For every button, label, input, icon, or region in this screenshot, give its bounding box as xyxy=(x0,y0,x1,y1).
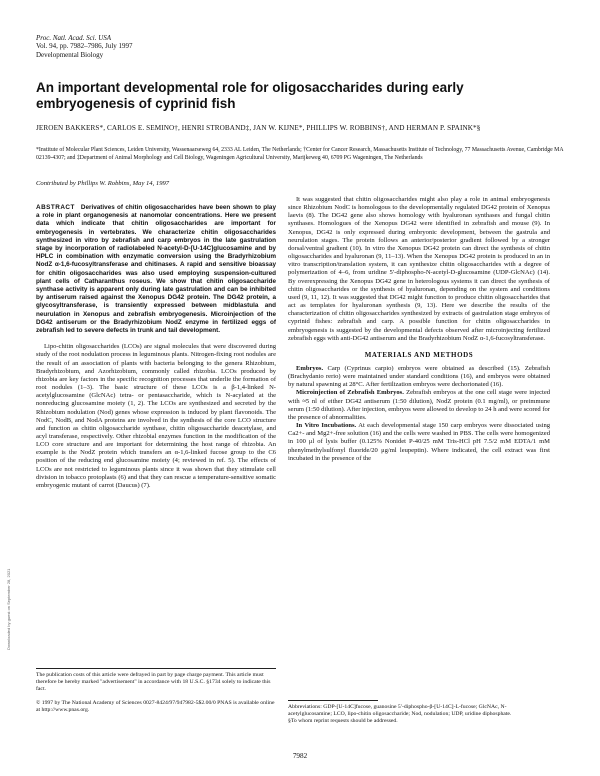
journal-section: Developmental Biology xyxy=(36,50,104,59)
footnote-divider xyxy=(36,668,276,669)
download-stamp: Downloaded by guest on September 28, 2021 xyxy=(6,568,11,650)
journal-volume: Vol. 94, pp. 7982–7986, July 1997 xyxy=(36,42,133,51)
microinjection-heading: Microinjection of Zebrafish Embryos. xyxy=(296,389,404,397)
correspondence-note: §To whom reprint requests should be addressed. xyxy=(288,718,398,725)
copyright-note: © 1997 by The National Academy of Sciences 0027-8424/97/947982-5$2.00/0 PNAS is available online at http://www.pnas.org. xyxy=(36,700,275,714)
embryos-heading: Embryos. xyxy=(296,364,324,372)
abstract xyxy=(36,204,276,335)
intro-continued: It was suggested that chitin oligosaccharides might also play a role in animal embryogenesis since Rhizobium NodC is homologous to the developmentally regulated DG42 protein of Xenopus laevis (8). The DG42 gene also shows homology with hyaluronan synthases and fungal chitin synthases. Homologues of the Xenopus DG42 were identified in zebrafish and mouse (9). In Xenopus, DG42 is only expressed during embryonic development, between the gastrula and neurulation stages. The protein follows an anterior/posterior gradient followed by a stronger dorsal/ventral gradient (10). In vitro the Xenopus DG42 protein can direct the synthesis of chitin oligosaccharides and hyaluronan (9, 11–13). When the Xenopus DG42 protein is produced in an in vitro transcription/translation system, it can synthesize chitin oligosaccharides with a degree of polymerization of 4–6, from uridine 5′-diphospho-N-acetyl-D-glucosamine (UDP-GlcNAc) (14). By overexpressing the Xenopus DG42 gene in heterologous systems it can direct the synthesis of chitin oligosaccharides or the synthesis of hyaluronan, depending on the system and conditions used (9, 11, 12). It was suggested that DG42 might function to produce chitin oligosaccharides that act as templates for hyaluronan synthesis (9, 13). Here we describe the results of the characterization of chitin oligosaccharides synthesized by extracts of gastrulation stage embryos of cyprinid fishes: zebrafish and carp. A possible function for chitin oligosaccharides in embryogenesis is suggested by the developmental defects observed after microinjecting fertilized zebrafish eggs with anti-DG42 antiserum and the Bradyrhizobium NodZ α-1,6-fucosyltransferase. xyxy=(288,196,550,342)
methods-embryos xyxy=(288,365,550,389)
abbreviations-text: Abbreviations: GDP-[U-14C]fucose, guanosine 5′-diphospho-β-[U-14C]-L-fucose; GlcNAc, N-acetylglucosamine; LCO, lipo-chitin oligosaccharide; Nod, nodulation; UDP, uridine diphosphate. xyxy=(288,704,512,718)
abstract-text: Derivatives of chitin oligosaccharides have been shown to play a role in plant organogenesis at nanomolar concentrations. Here we present data which indicate that chitin oligosaccharides are important for embryogenesis in vertebrates. We characterize chitin oligosaccharides synthesized in vitro by zebrafish and carp embryos in the late gastrulation stage by incorporation of radiolabeled N-acetyl-D-[U-14C]glucosamine and by HPLC in combination with enzymatic conversion using the Bradyrhizobium NodZ α-1,6-fucosyltransferase and chitinases. A rapid and sensitive bioassay for chitin oligosaccharides was also used employing suspension-cultured plant cells of Catharanthus roseus. We show that chitin oligosaccharide synthase activity is apparent only during late gastrulation and can be inhibited by antiserum raised against the Xenopus DG42 protein. The DG42 protein, a glycosyltransferase, is transiently expressed between midblastula and neurulation in Xenopus and zebrafish embryogenesis. Microinjection of the DG42 antiserum or the Bradyrhizobium NodZ enzyme in fertilized eggs of zebrafish led to severe defects in trunk and tail development. xyxy=(36,204,276,335)
left-column xyxy=(36,204,276,490)
affiliations: *Institute of Molecular Plant Sciences, Leiden University, Wassenaarseweg 64, 2333 AL Leiden, The Netherlands; †Center for Cancer Research, Massachusetts Institute of Technology, 77 Massachusetts Avenue, Cambridge MA 02139-4307; and ‡Department of Animal Morphology and Cell Biology, Wageningen Agricultural University, Marijkeweg 40, 6709 PG Wageningen, The Netherlands xyxy=(36,147,564,161)
in-vitro-text: At each developmental stage 150 carp embryos were dissociated using Ca2+- and Mg2+-free solution (16) and the cells were washed in PBS. The cells were homogenized in 100 μl of lysis buffer (0.125% Nonidet P-40/25 mM Tris-HCl pH 7.5/2 mM EDTA/1 mM phenylmethylsulfonyl fluoride/20 μg/ml leupeptin). Where indicated, the cell extract was first incubated in the presence of the xyxy=(288,422,550,462)
methods-heading: MATERIALS AND METHODS xyxy=(364,350,474,359)
author-list: JEROEN BAKKERS*, CARLOS E. SEMINO†, HENRI STROBAND‡, JAN W. KIJNE*, PHILLIPS W. ROBBINS†, AND HERMAN P. SPAINK*§ xyxy=(36,124,481,132)
abbreviation-divider xyxy=(288,700,378,701)
article-title: An important developmental role for oligosaccharides during early embryogenesis of cyprinid fish xyxy=(36,80,464,111)
intro-paragraph: Lipo-chitin oligosaccharides (LCOs) are signal molecules that were discovered during study of the root nodulation process in leguminous plants. Nitrogen-fixing root nodules are the result of an association of plants with bacteria belonging to the genera Rhizobium, Bradyrhizobium, and Azorhizobium, commonly called rhizobia. LCOs produced by rhizobia are key factors in the specific recognition processes that underlie the formation of root nodules (1–3). The basic structure of these LCOs is a β-1,4-linked N-acetylglucosamine (GlcNAc) tetra- or pentasaccharide, which is N-acylated at the nonreducing glucosamine moiety (1, 2). The LCOs are synthesized and secreted by the Rhizobium nodulation (Nod) genes whose expression is induced by plant flavonoids. The NodC, NodB, and NodA proteins are involved in the synthesis of the core LCO structure and function as chitin oligosaccharide synthase, chitin oligosaccharide deacetylase, and acyl transferase, respectively. Other rhizobial enzymes function in the modification of the LCO core structure and are important for determining the host range of rhizobia. An example is the NodZ protein which transfers an α-1,6-linked fucose group to the C6 position of the reducing end glucosamine moiety (4; reviewed in ref. 5). The effects of LCOs are not restricted to leguminous plants since it was shown that they stimulate cell division in tobacco protoplasts (6) and that they can rescue a temperature-sensitive somatic embryogenic mutant of carrot (Daucus) (7). xyxy=(36,343,276,489)
methods-in-vitro xyxy=(288,422,550,463)
page-number: 7982 xyxy=(292,752,308,760)
contributed-by: Contributed by Phillips W. Robbins, May 14, 1997 xyxy=(36,180,170,187)
in-vitro-heading: In Vitro Incubations. xyxy=(296,422,357,430)
journal-header xyxy=(36,34,133,59)
right-column xyxy=(288,196,550,463)
abbreviations-note xyxy=(288,704,550,726)
embryos-text: Carp (Cyprinus carpio) embryos were obtained as described (15). Zebrafish (Brachydanio rerio) were maintained under standard conditions (16), and embryos were obtained by natural spawning at 28°C. After fertilization embryos were dechorionated (16). xyxy=(288,364,550,389)
microinjection-text: Zebrafish embryos at the one cell stage were injected with ≈5 nl of either DG42 antiserum (1:50 dilution), NodZ protein (0.1 mg/ml), or preimmune serum (1:50 dilution). After injection, embryos were allowed to develop to 24 h and were scored for the presence of abnormalities. xyxy=(288,389,551,421)
journal-name: Proc. Natl. Acad. Sci. USA xyxy=(36,34,112,42)
methods-microinjection xyxy=(288,389,550,422)
publication-cost-note: The publication costs of this article were defrayed in part by page charge payment. This article must therefore be hereby marked "advertisement" in accordance with 18 U.S.C. §1734 solely to indicate this fact. xyxy=(36,672,271,693)
abstract-heading: ABSTRACT xyxy=(36,204,75,211)
